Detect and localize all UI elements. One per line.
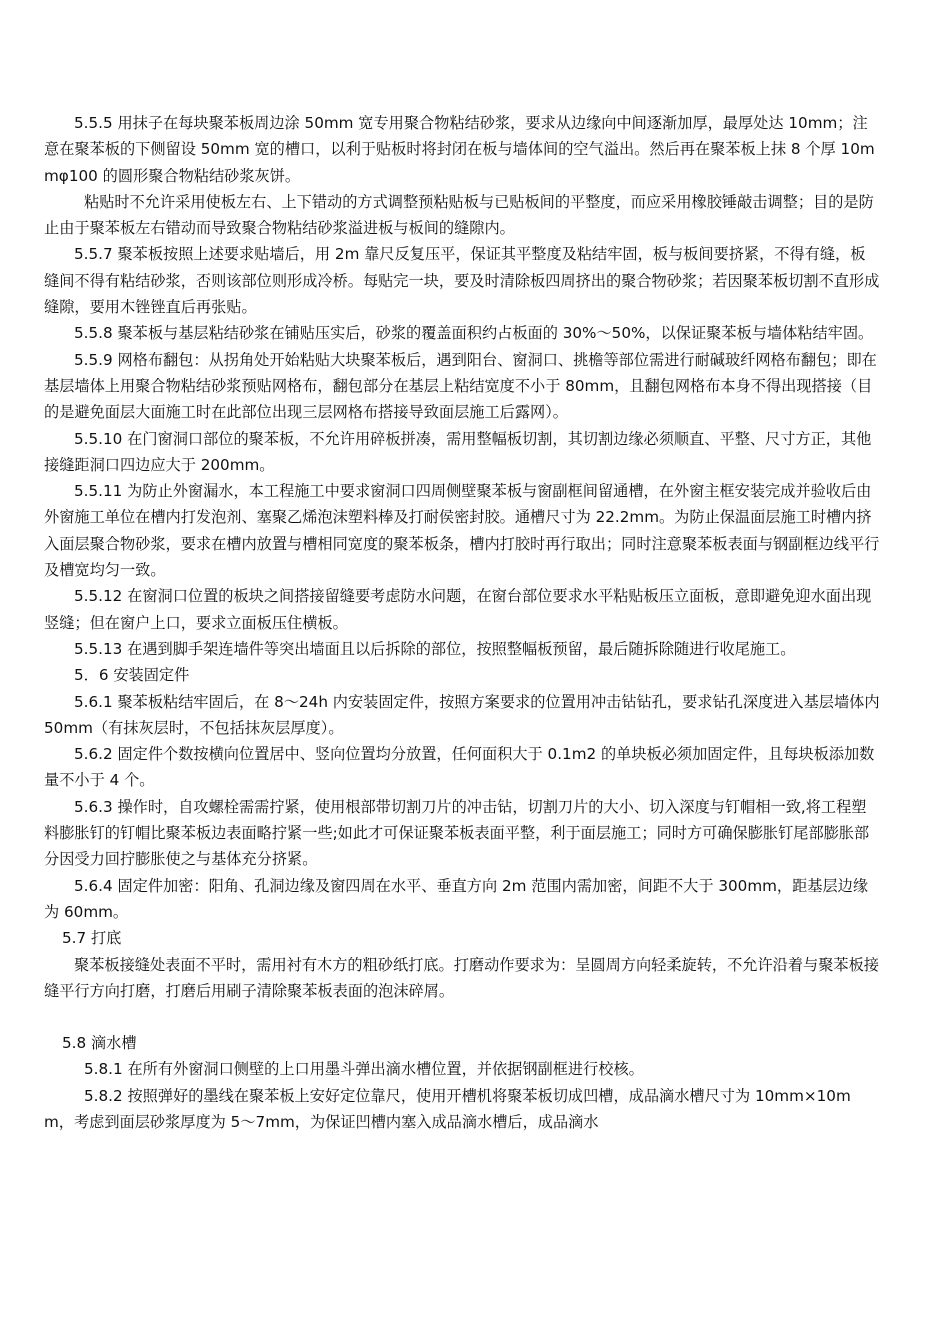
paragraph-5-6-1: 5.6.1 聚苯板粘结牢固后，在 8～24h 内安装固定件，按照方案要求的位置用冲击钻钻孔，要求钻孔深度进入基层墙体内 50mm（有抹灰层时，不包括抹灰层厚度）。 <box>44 692 880 737</box>
paragraph-5-7-body: 聚苯板接缝处表面不平时，需用衬有木方的粗砂纸打底。打磨动作要求为：呈圆周方向轻柔旋转，不允许沿着与聚苯板接缝平行方向打磨，打磨后用刷子清除聚苯板表面的泡沫碎屑。 <box>44 955 879 1000</box>
paragraph-5-5-5: 5.5.5 用抹子在每块聚苯板周边涂 50mm 宽专用聚合物粘结砂浆，要求从边缘向中间逐渐加厚，最厚处达 10mm；注意在聚苯板的下侧留设 50mm 宽的槽口，以利于贴板时将封闭在板与墙体间的空气溢出。然后再在聚苯板上抹 8 个厚 10mmφ100 的圆形聚合物粘结砂浆灰饼。 <box>44 114 875 185</box>
paragraph-5-8-1: 5.8.1 在所有外窗洞口侧壁的上口用墨斗弹出滴水槽位置，并依据钢副框进行校核。 <box>84 1060 644 1079</box>
paragraph-5-5-13: 5.5.13 在遇到脚手架连墙件等突出墙面且以后拆除的部位，按照整幅板预留，最后随拆除随进行收尾施工。 <box>74 639 796 658</box>
section-heading-5-8: 5.8 滴水槽 <box>62 1034 137 1053</box>
paragraph-5-5-11: 5.5.11 为防止外窗漏水，本工程施工中要求窗洞口四周侧壁聚苯板与窗副框间留通槽，在外窗主框安装完成并验收后由外窗施工单位在槽内打发泡剂、塞聚乙烯泡沫塑料棒及打耐侯密封胶。通槽尺寸为 22.2mm。为防止保温面层施工时槽内挤入面层聚合物砂浆，要求在槽内放置与槽相同宽度的聚苯板条，槽内打胶时再行取出；同时注意聚苯板表面与钢副框边线平行及槽宽均匀一致。 <box>44 482 880 580</box>
paragraph-5-5-7: 5.5.7 聚苯板按照上述要求贴墙后，用 2m 靠尺反复压平，保证其平整度及粘结牢固，板与板间要挤紧，不得有缝，板缝间不得有粘结砂浆，否则该部位则形成冷桥。每贴完一块，要及时清除板四周挤出的聚合物砂浆；若因聚苯板切割不直形成缝隙，要用木锉锉直后再张贴。 <box>44 245 880 317</box>
paragraph-5-5-8: 5.5.8 聚苯板与基层粘结砂浆在铺贴压实后，砂浆的覆盖面积约占板面的 30%～50%，以保证聚苯板与墙体粘结牢固。 <box>74 324 874 343</box>
paragraph-5-6-4: 5.6.4 固定件加密：阳角、孔洞边缘及窗四周在水平、垂直方向 2m 范围内需加密，间距不大于 300mm，距基层边缘为 60mm。 <box>44 876 869 921</box>
paragraph-5-5-12: 5.5.12 在窗洞口位置的板块之间搭接留缝要考虑防水问题，在窗台部位要求水平粘贴板压立面板，意即避免迎水面出现竖缝；但在窗户上口，要求立面板压住横板。 <box>44 587 872 632</box>
paragraph-paste-note: 粘贴时不允许采用使板左右、上下错动的方式调整预粘贴板与已贴板间的平整度，而应采用橡胶锤敲击调整；目的是防止由于聚苯板左右错动而导致聚合物粘结砂浆溢进板与板间的缝隙内。 <box>44 192 874 238</box>
paragraph-5-5-9: 5.5.9 网格布翻包：从拐角处开始粘贴大块聚苯板后，遇到阳台、窗洞口、挑檐等部位需进行耐碱玻纤网格布翻包；即在基层墙体上用聚合物粘结砂浆预贴网格布，翻包部分在基层上粘结宽度不小于 80mm，且翻包网格布本身不得出现搭接（目的是避免面层大面施工时在此部位出现三层网格布搭接导致面层施工后露网）。 <box>44 350 877 422</box>
paragraph-5-6-3: 5.6.3 操作时，自攻螺栓需需拧紧，使用根部带切割刀片的冲击钻，切割刀片的大小、切入深度与钉帽相一致,将工程塑料膨胀钉的钉帽比聚苯板边表面略拧紧一些;如此才可保证聚苯板表面平整，利于面层施工；同时方可确保膨胀钉尾部膨胀部分因受力回拧膨胀使之与基体充分挤紧。 <box>44 797 870 869</box>
paragraph-5-8-2: 5.8.2 按照弹好的墨线在聚苯板上安好定位靠尺，使用开槽机将聚苯板切成凹槽，成品滴水槽尺寸为 10mm×10mm，考虑到面层砂浆厚度为 5～7mm，为保证凹槽内塞入成品滴水槽后，成品滴水 <box>44 1086 851 1131</box>
paragraph-gap <box>44 1004 880 1030</box>
section-heading-5-6: 5．6 安装固定件 <box>74 666 190 685</box>
paragraph-5-6-2: 5.6.2 固定件个数按横向位置居中、竖向位置均分放置，任何面积大于 0.1m2 的单块板必须加固定件，且每块板添加数量不小于 4 个。 <box>44 745 875 790</box>
section-heading-5-7: 5.7 打底 <box>62 929 122 948</box>
paragraph-5-5-10: 5.5.10 在门窗洞口部位的聚苯板，不允许用碎板拼凑，需用整幅板切割，其切割边缘必须顺直、平整、尺寸方正，其他接缝距洞口四边应大于 200mm。 <box>44 429 872 474</box>
